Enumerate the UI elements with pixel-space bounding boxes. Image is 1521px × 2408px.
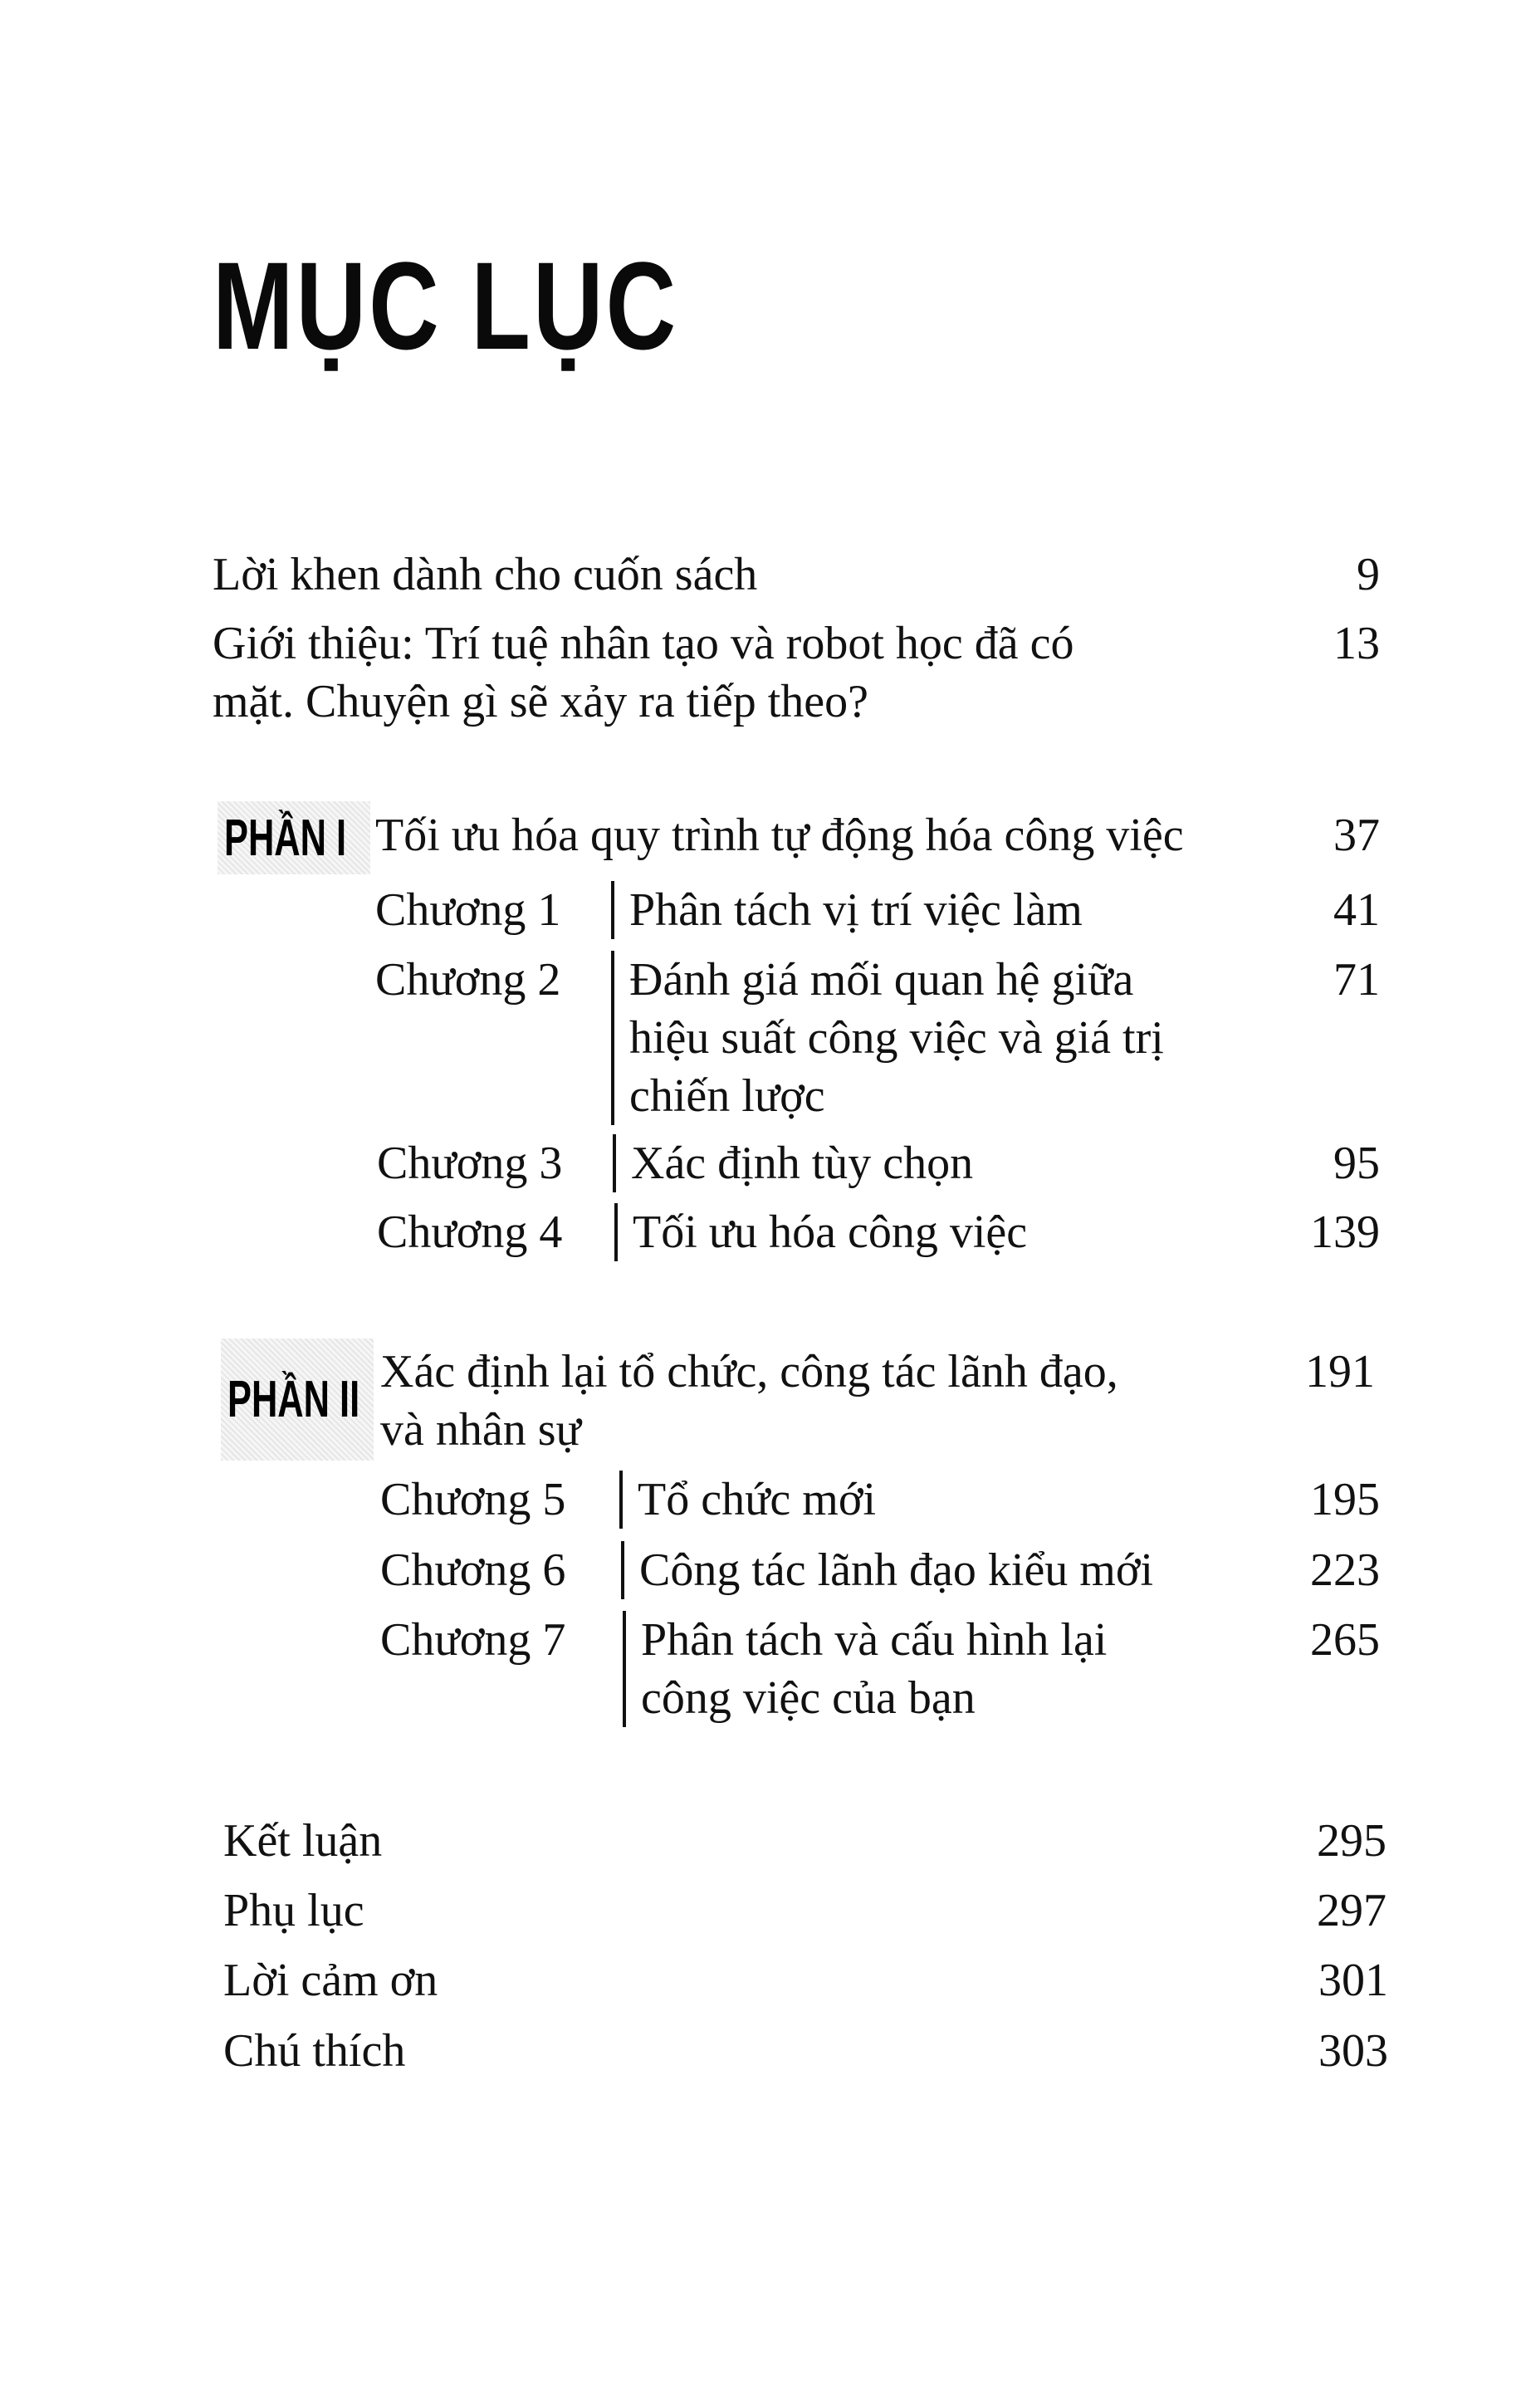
page-number: 13	[1333, 618, 1380, 669]
page-number: 71	[1333, 954, 1380, 1006]
entry-title-line: Giới thiệu: Trí tuệ nhân tạo và robot học đã có	[213, 618, 1074, 669]
page-number: 301	[1318, 1955, 1388, 2006]
chapter-label: Chương 7	[380, 1614, 566, 1666]
entry-title-line: Phân tách và cấu hình lại	[641, 1614, 1108, 1666]
page-number: 139	[1310, 1206, 1380, 1258]
entry-title-line: công việc của bạn	[641, 1672, 976, 1724]
page-number: 265	[1310, 1614, 1380, 1666]
entry-title: Tối ưu hóa quy trình tự động hóa công việc	[375, 810, 1184, 861]
toc-entry-chapter-3[interactable]	[613, 1134, 973, 1192]
page-number: 95	[1333, 1138, 1380, 1189]
part-2-label-box	[221, 1339, 374, 1461]
page-number: 295	[1317, 1815, 1387, 1867]
part-label: PHẦN II	[227, 1371, 360, 1428]
toc-entry-part-2[interactable]	[380, 1343, 1118, 1459]
chapter-label: Chương 4	[377, 1206, 563, 1258]
toc-entry-chapter-6[interactable]	[621, 1541, 1153, 1599]
page-number: 303	[1318, 2025, 1388, 2077]
entry-title: Tổ chức mới	[638, 1474, 876, 1525]
page-number: 297	[1317, 1885, 1387, 1936]
toc-entry-chapter-4[interactable]	[614, 1203, 1027, 1261]
entry-title-line: chiến lược	[629, 1070, 825, 1122]
toc-entry-chapter-2[interactable]	[611, 951, 1164, 1125]
entry-title: Lời khen dành cho cuốn sách	[213, 549, 758, 600]
chapter-label: Chương 5	[380, 1474, 566, 1525]
page-title: MỤC LỤC	[213, 236, 679, 375]
page-number: 195	[1310, 1474, 1380, 1525]
page-number: 191	[1305, 1346, 1375, 1397]
chapter-label: Chương 1	[375, 884, 561, 936]
entry-title: Xác định tùy chọn	[631, 1138, 974, 1189]
page-number: 223	[1310, 1544, 1380, 1596]
toc-entry-notes[interactable]: Chú thích	[223, 2025, 406, 2077]
entry-title-line: và nhân sự	[380, 1404, 581, 1456]
entry-title-line: Đánh giá mối quan hệ giữa	[629, 954, 1134, 1006]
entry-title-line: mặt. Chuyện gì sẽ xảy ra tiếp theo?	[213, 676, 868, 727]
chapter-label: Chương 3	[377, 1138, 563, 1189]
entry-title: Tối ưu hóa công việc	[633, 1206, 1028, 1258]
page-number: 41	[1333, 884, 1380, 936]
entry-title: Phân tách vị trí việc làm	[629, 884, 1083, 936]
entry-title: Công tác lãnh đạo kiểu mới	[639, 1544, 1154, 1596]
page-number: 9	[1357, 549, 1380, 600]
part-label: PHẦN I	[224, 809, 347, 867]
entry-title-line: Xác định lại tổ chức, công tác lãnh đạo,	[380, 1346, 1118, 1397]
toc-entry-acknowledgements[interactable]: Lời cảm ơn	[223, 1955, 438, 2006]
toc-entry-chapter-7[interactable]	[623, 1611, 1107, 1727]
entry-title-line: hiệu suất công việc và giá trị	[629, 1012, 1164, 1064]
toc-entry-chapter-5[interactable]	[619, 1471, 876, 1529]
part-1-label-box	[218, 801, 370, 874]
toc-entry-chapter-1[interactable]	[611, 881, 1083, 939]
toc-entry-conclusion[interactable]: Kết luận	[223, 1815, 383, 1867]
page-number: 37	[1333, 810, 1380, 861]
toc-entry-appendix[interactable]: Phụ lục	[223, 1885, 364, 1936]
toc-entry-part-1[interactable]	[375, 806, 1184, 864]
toc-entry-introduction[interactable]	[213, 614, 1074, 731]
chapter-label: Chương 2	[375, 954, 561, 1006]
chapter-label: Chương 6	[380, 1544, 566, 1596]
toc-entry-praise[interactable]	[213, 546, 757, 604]
